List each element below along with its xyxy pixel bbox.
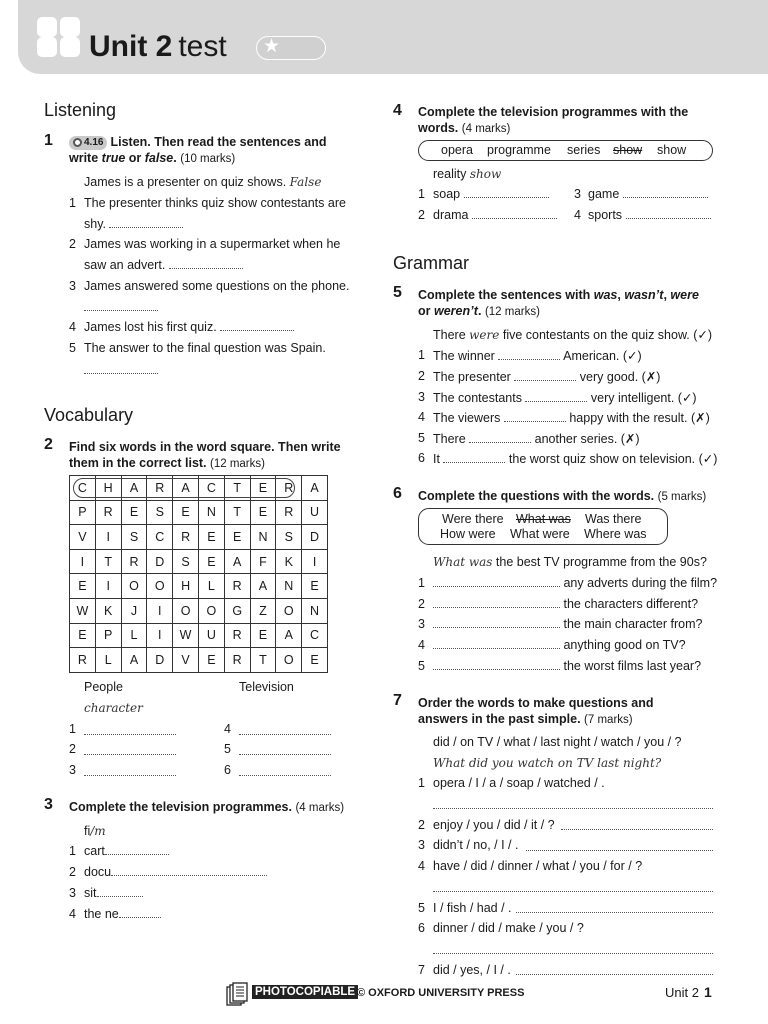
word-square-cell[interactable]: H — [173, 574, 199, 599]
word-square-cell[interactable]: R — [224, 574, 250, 599]
answer-blank[interactable] — [84, 775, 176, 776]
q5-item-number: 2 — [418, 369, 425, 383]
answer-blank[interactable] — [433, 953, 713, 954]
q6-item-text: the main character from? — [433, 617, 702, 631]
word-square-cell[interactable]: E — [250, 623, 276, 648]
word-square-cell[interactable]: R — [173, 525, 199, 550]
q1-item-text: James lost his first quiz. — [84, 320, 294, 334]
word-square-row — [70, 500, 328, 525]
word-square-cell[interactable]: S — [121, 525, 147, 550]
answer-blank[interactable] — [561, 829, 713, 830]
word-square-cell[interactable]: I — [302, 549, 328, 574]
q3-item-number: 1 — [69, 844, 76, 858]
q2-item-number: 4 — [224, 722, 231, 736]
q7-item-number: 4 — [418, 859, 425, 873]
vocabulary-heading: Vocabulary — [44, 405, 134, 425]
word-square-cell[interactable]: U — [302, 500, 328, 525]
word-square-cell[interactable]: C — [70, 476, 96, 501]
word-square-cell[interactable]: T — [250, 648, 276, 673]
q6-item-text: anything good on TV? — [433, 638, 686, 652]
word-square-cell[interactable]: R — [224, 623, 250, 648]
q3-item-text: the ne — [84, 907, 161, 921]
footer-unit: Unit 2 — [665, 985, 699, 1000]
word-square-cell[interactable]: O — [198, 598, 224, 623]
q7-item-number: 6 — [418, 921, 425, 935]
word-square-cell[interactable]: E — [70, 574, 96, 599]
word-square-cell[interactable]: V — [173, 648, 199, 673]
word-square-cell[interactable]: E — [302, 648, 328, 673]
answer-blank[interactable] — [469, 432, 531, 443]
word-square-cell[interactable]: O — [276, 598, 302, 623]
q1-item-number: 2 — [69, 237, 76, 251]
answer-blank[interactable] — [526, 850, 713, 851]
word-square-cell[interactable]: I — [70, 549, 96, 574]
q7-item-number: 3 — [418, 838, 425, 852]
q7-item-number: 5 — [418, 901, 425, 915]
q3-instructions: Complete the television programmes. (4 marks) — [69, 800, 345, 814]
answer-blank[interactable] — [516, 912, 713, 913]
q6-item-number: 3 — [418, 617, 425, 631]
word-square-cell[interactable]: R — [70, 648, 96, 673]
answer-blank[interactable] — [433, 891, 713, 892]
cd-icon — [73, 138, 82, 147]
word-square-cell[interactable]: C — [147, 525, 173, 550]
word-square-cell[interactable]: L — [198, 574, 224, 599]
q5-item-number: 1 — [418, 348, 425, 362]
star-icon: ★ — [256, 36, 326, 60]
q5-item-number: 4 — [418, 410, 425, 424]
q7-example-answer: What did you watch on TV last night? — [433, 756, 662, 770]
word-square-cell[interactable]: A — [302, 476, 328, 501]
q1-number: 1 — [44, 132, 53, 149]
q6-item-text: the characters different? — [433, 597, 698, 611]
q7-item-number: 7 — [418, 963, 425, 977]
word-square-cell[interactable]: O — [147, 574, 173, 599]
word-square-cell[interactable]: E — [198, 648, 224, 673]
word-square-cell[interactable]: A — [250, 574, 276, 599]
q6-word: What were — [510, 527, 570, 541]
q3-item-text: docu — [84, 865, 267, 879]
q5-item-number: 6 — [418, 451, 425, 465]
word-square-cell[interactable]: S — [147, 500, 173, 525]
q4-item-number: 2 — [418, 208, 425, 222]
q2-item-number: 3 — [69, 763, 76, 777]
q4-example: reality show — [433, 167, 502, 181]
q7-instructions: Order the words to make questions and answers in the past simple. (7 marks) — [418, 696, 654, 726]
q7-item-text: I / fish / had / . — [433, 901, 512, 915]
word-square-cell[interactable]: P — [70, 500, 96, 525]
q1-item-text: The answer to the final question was Spain. — [84, 341, 326, 355]
q7-item-number: 2 — [418, 818, 425, 832]
q6-word: Was there — [585, 512, 642, 526]
word-square-cell[interactable]: J — [121, 598, 147, 623]
word-square-cell[interactable]: R — [276, 476, 302, 501]
q1-item-text: The presenter thinks quiz show contestants are — [84, 196, 346, 210]
word-square-cell[interactable]: I — [147, 623, 173, 648]
word-square-cell[interactable]: A — [224, 549, 250, 574]
q3-item-text: cart — [84, 844, 169, 858]
page-title: Unit 2 test — [89, 30, 227, 63]
q6-number: 6 — [393, 485, 402, 502]
word-square-cell[interactable]: W — [173, 623, 199, 648]
q4-word: opera — [441, 143, 473, 157]
word-square-cell[interactable]: N — [302, 598, 328, 623]
word-square-row — [70, 574, 328, 599]
q6-example: What was the best TV programme from the 90s? — [433, 555, 707, 569]
q2-example-answer: character — [84, 701, 143, 715]
answer-blank[interactable] — [433, 597, 560, 608]
word-square-cell[interactable]: N — [250, 525, 276, 550]
word-square-cell[interactable]: O — [173, 598, 199, 623]
word-square-cell[interactable]: A — [173, 476, 199, 501]
q3-item-number: 2 — [69, 865, 76, 879]
answer-blank[interactable] — [472, 208, 557, 219]
q2-item-number: 2 — [69, 742, 76, 756]
word-square-cell[interactable]: R — [147, 476, 173, 501]
q4-item-text: drama — [433, 208, 557, 222]
word-square-row — [70, 598, 328, 623]
q4-word: series — [567, 143, 601, 157]
word-square-cell[interactable]: K — [276, 549, 302, 574]
word-square-cell[interactable]: T — [224, 476, 250, 501]
word-square-cell[interactable]: R — [95, 500, 121, 525]
answer-blank[interactable] — [626, 208, 711, 219]
word-square-cell[interactable]: O — [121, 574, 147, 599]
answer-blank[interactable] — [105, 844, 169, 855]
answer-blank[interactable] — [239, 754, 331, 755]
answer-blank[interactable] — [433, 638, 560, 649]
word-square-cell[interactable]: C — [198, 476, 224, 501]
q1-item-number: 1 — [69, 196, 76, 210]
word-square-cell[interactable]: I — [95, 574, 121, 599]
word-square-cell[interactable]: N — [276, 574, 302, 599]
answer-blank[interactable] — [504, 411, 566, 422]
people-column-label: People — [84, 680, 123, 694]
q4-word-used: show — [613, 143, 643, 157]
word-square-cell[interactable]: N — [198, 500, 224, 525]
word-square-cell[interactable]: P — [95, 623, 121, 648]
q1-item-number: 3 — [69, 279, 76, 293]
q6-item-number: 2 — [418, 597, 425, 611]
grammar-heading: Grammar — [393, 253, 469, 273]
word-square-cell[interactable]: E — [121, 500, 147, 525]
answer-blank[interactable] — [433, 659, 560, 670]
q7-item-text: have / did / dinner / what / you / for / ? — [433, 859, 643, 873]
q3-item-number: 3 — [69, 886, 76, 900]
publisher-label: © OXFORD UNIVERSITY PRESS — [357, 987, 525, 999]
answer-blank[interactable] — [514, 370, 576, 381]
q7-example-question: did / on TV / what / last night / watch / you / ? — [433, 735, 682, 749]
television-column-label: Television — [239, 680, 294, 694]
word-square-cell[interactable]: E — [198, 549, 224, 574]
q7-item-text: dinner / did / make / you / ? — [433, 921, 584, 935]
word-square-cell[interactable]: E — [250, 476, 276, 501]
word-square-cell[interactable]: I — [147, 598, 173, 623]
q5-item-text: It the worst quiz show on television. (✓) — [433, 452, 718, 466]
answer-blank[interactable] — [464, 187, 549, 198]
word-square-cell[interactable]: A — [121, 648, 147, 673]
q4-item-text: soap — [433, 187, 549, 201]
answer-blank[interactable] — [525, 391, 587, 402]
q5-item-number: 5 — [418, 431, 425, 445]
q1-item-text: James was working in a supermarket when he — [84, 237, 341, 251]
answer-blank[interactable] — [169, 258, 243, 269]
q5-item-text: There another series. (✗) — [433, 432, 640, 446]
q4-item-text: game — [588, 187, 708, 201]
q6-word: How were — [440, 527, 496, 541]
q2-item-number: 6 — [224, 763, 231, 777]
word-square-cell[interactable]: T — [224, 500, 250, 525]
answer-blank[interactable] — [239, 734, 331, 735]
word-square-row — [70, 623, 328, 648]
q5-item-text: The contestants very intelligent. (✓) — [433, 391, 697, 405]
word-square-cell[interactable]: L — [121, 623, 147, 648]
word-square — [69, 475, 328, 673]
word-square-cell[interactable]: E — [70, 623, 96, 648]
word-square-cell[interactable]: E — [173, 500, 199, 525]
answer-blank[interactable] — [84, 754, 176, 755]
q1-item-text: James answered some questions on the phone. — [84, 279, 350, 293]
answer-blank[interactable] — [623, 187, 708, 198]
q1-item-number: 4 — [69, 320, 76, 334]
q2-instructions: Find six words in the word square. Then write them in the correct list. (12 marks) — [69, 440, 341, 470]
answer-blank[interactable] — [84, 734, 176, 735]
word-square-cell[interactable]: G — [224, 598, 250, 623]
word-square-cell[interactable]: Z — [250, 598, 276, 623]
q3-number: 3 — [44, 796, 53, 813]
q5-item-text: The winner American. (✓) — [433, 349, 642, 363]
q4-number: 4 — [393, 102, 402, 119]
q4-item-number: 1 — [418, 187, 425, 201]
q6-item-number: 1 — [418, 576, 425, 590]
word-square-cell[interactable]: E — [224, 525, 250, 550]
q3-item-number: 4 — [69, 907, 76, 921]
answer-blank[interactable] — [84, 373, 158, 374]
answer-blank[interactable] — [516, 974, 713, 975]
q2-item-number: 1 — [69, 722, 76, 736]
example-word-circle — [73, 478, 295, 498]
word-square-cell[interactable]: V — [70, 525, 96, 550]
word-square-cell[interactable]: U — [198, 623, 224, 648]
q5-instructions: Complete the sentences with was, wasn’t, were or weren’t. (12 marks) — [418, 288, 699, 318]
word-square-cell[interactable]: O — [276, 648, 302, 673]
word-square-cell[interactable]: W — [70, 598, 96, 623]
q7-item-text: did / yes, / I / . — [433, 963, 511, 977]
q3-example: fi/m — [84, 824, 106, 838]
page-number: 1 — [704, 984, 712, 1000]
q1-item-text: shy. — [84, 217, 183, 231]
word-square-cell[interactable]: F — [250, 549, 276, 574]
audio-track-badge[interactable]: 4.16 — [69, 136, 107, 150]
q6-item-text: the worst films last year? — [433, 659, 701, 673]
word-square-cell[interactable]: R — [276, 500, 302, 525]
q1-example: James is a presenter on quiz shows. False — [84, 175, 322, 189]
q1-instructions: 4.16 Listen. Then read the sentences and write true or false. (10 marks) — [69, 135, 327, 165]
q6-instructions: Complete the questions with the words. (5 marks) — [418, 489, 707, 503]
answer-blank[interactable] — [498, 349, 560, 360]
q3-item-text: sit — [84, 886, 143, 900]
word-square-cell[interactable]: L — [95, 648, 121, 673]
answer-blank[interactable] — [239, 775, 331, 776]
q5-item-text: The viewers happy with the result. (✗) — [433, 411, 710, 425]
q7-item-number: 1 — [418, 776, 425, 790]
answer-blank[interactable] — [433, 617, 560, 628]
word-square-cell[interactable]: E — [198, 525, 224, 550]
q7-item-text: didn’t / no, / I / . — [433, 838, 519, 852]
word-square-cell[interactable]: C — [302, 623, 328, 648]
q5-example: There were five contestants on the quiz show. (✓) — [433, 328, 713, 342]
q4-item-number: 3 — [574, 187, 581, 201]
q6-item-text: any adverts during the film? — [433, 576, 717, 590]
word-square-cell[interactable]: S — [173, 549, 199, 574]
word-square-cell[interactable]: S — [276, 525, 302, 550]
q7-item-text: opera / I / a / soap / watched / . — [433, 776, 605, 790]
word-square-cell[interactable]: R — [121, 549, 147, 574]
q1-item-number: 5 — [69, 341, 76, 355]
q2-number: 2 — [44, 436, 53, 453]
q5-item-text: The presenter very good. (✗) — [433, 370, 661, 384]
q5-number: 5 — [393, 284, 402, 301]
q1-item-text: saw an advert. — [84, 258, 243, 272]
word-square-cell[interactable]: D — [302, 525, 328, 550]
q4-word: programme — [487, 143, 551, 157]
q6-word: Were there — [442, 512, 504, 526]
word-square-row — [70, 549, 328, 574]
listening-heading: Listening — [44, 100, 117, 120]
photocopiable-label: PHOTOCOPIABLE — [252, 985, 358, 999]
word-square-cell[interactable]: D — [147, 549, 173, 574]
word-square-cell[interactable]: E — [302, 574, 328, 599]
answer-blank[interactable] — [119, 907, 161, 918]
answer-blank[interactable] — [443, 452, 505, 463]
word-square-row — [70, 525, 328, 550]
word-square-cell[interactable]: D — [147, 648, 173, 673]
answer-blank[interactable] — [111, 865, 267, 876]
photocopy-icon — [226, 982, 248, 1006]
word-square-cell[interactable]: R — [224, 648, 250, 673]
q4-item-text: sports — [588, 208, 711, 222]
q7-item-text: enjoy / you / did / it / ? — [433, 818, 555, 832]
q6-word-used: What was — [516, 512, 571, 526]
word-square-row — [70, 648, 328, 673]
q6-item-number: 4 — [418, 638, 425, 652]
q6-item-number: 5 — [418, 659, 425, 673]
word-square-cell[interactable]: E — [250, 500, 276, 525]
word-square-cell[interactable]: I — [95, 525, 121, 550]
answer-blank[interactable] — [433, 808, 713, 809]
q6-word: Where was — [584, 527, 647, 541]
answer-blank[interactable] — [97, 886, 143, 897]
answer-blank[interactable] — [220, 320, 294, 331]
word-square-cell[interactable]: A — [276, 623, 302, 648]
q5-item-number: 3 — [418, 390, 425, 404]
word-square-cell[interactable]: A — [121, 476, 147, 501]
q7-number: 7 — [393, 692, 402, 709]
q4-instructions: Complete the television programmes with the words. (4 marks) — [418, 105, 689, 135]
answer-blank[interactable] — [433, 576, 560, 587]
q2-item-number: 5 — [224, 742, 231, 756]
q4-item-number: 4 — [574, 208, 581, 222]
answer-blank[interactable] — [109, 217, 183, 228]
word-square-cell[interactable]: H — [95, 476, 121, 501]
answer-blank[interactable] — [84, 310, 158, 311]
word-square-cell[interactable]: K — [95, 598, 121, 623]
word-square-cell[interactable]: T — [95, 549, 121, 574]
q4-word: show — [657, 143, 687, 157]
